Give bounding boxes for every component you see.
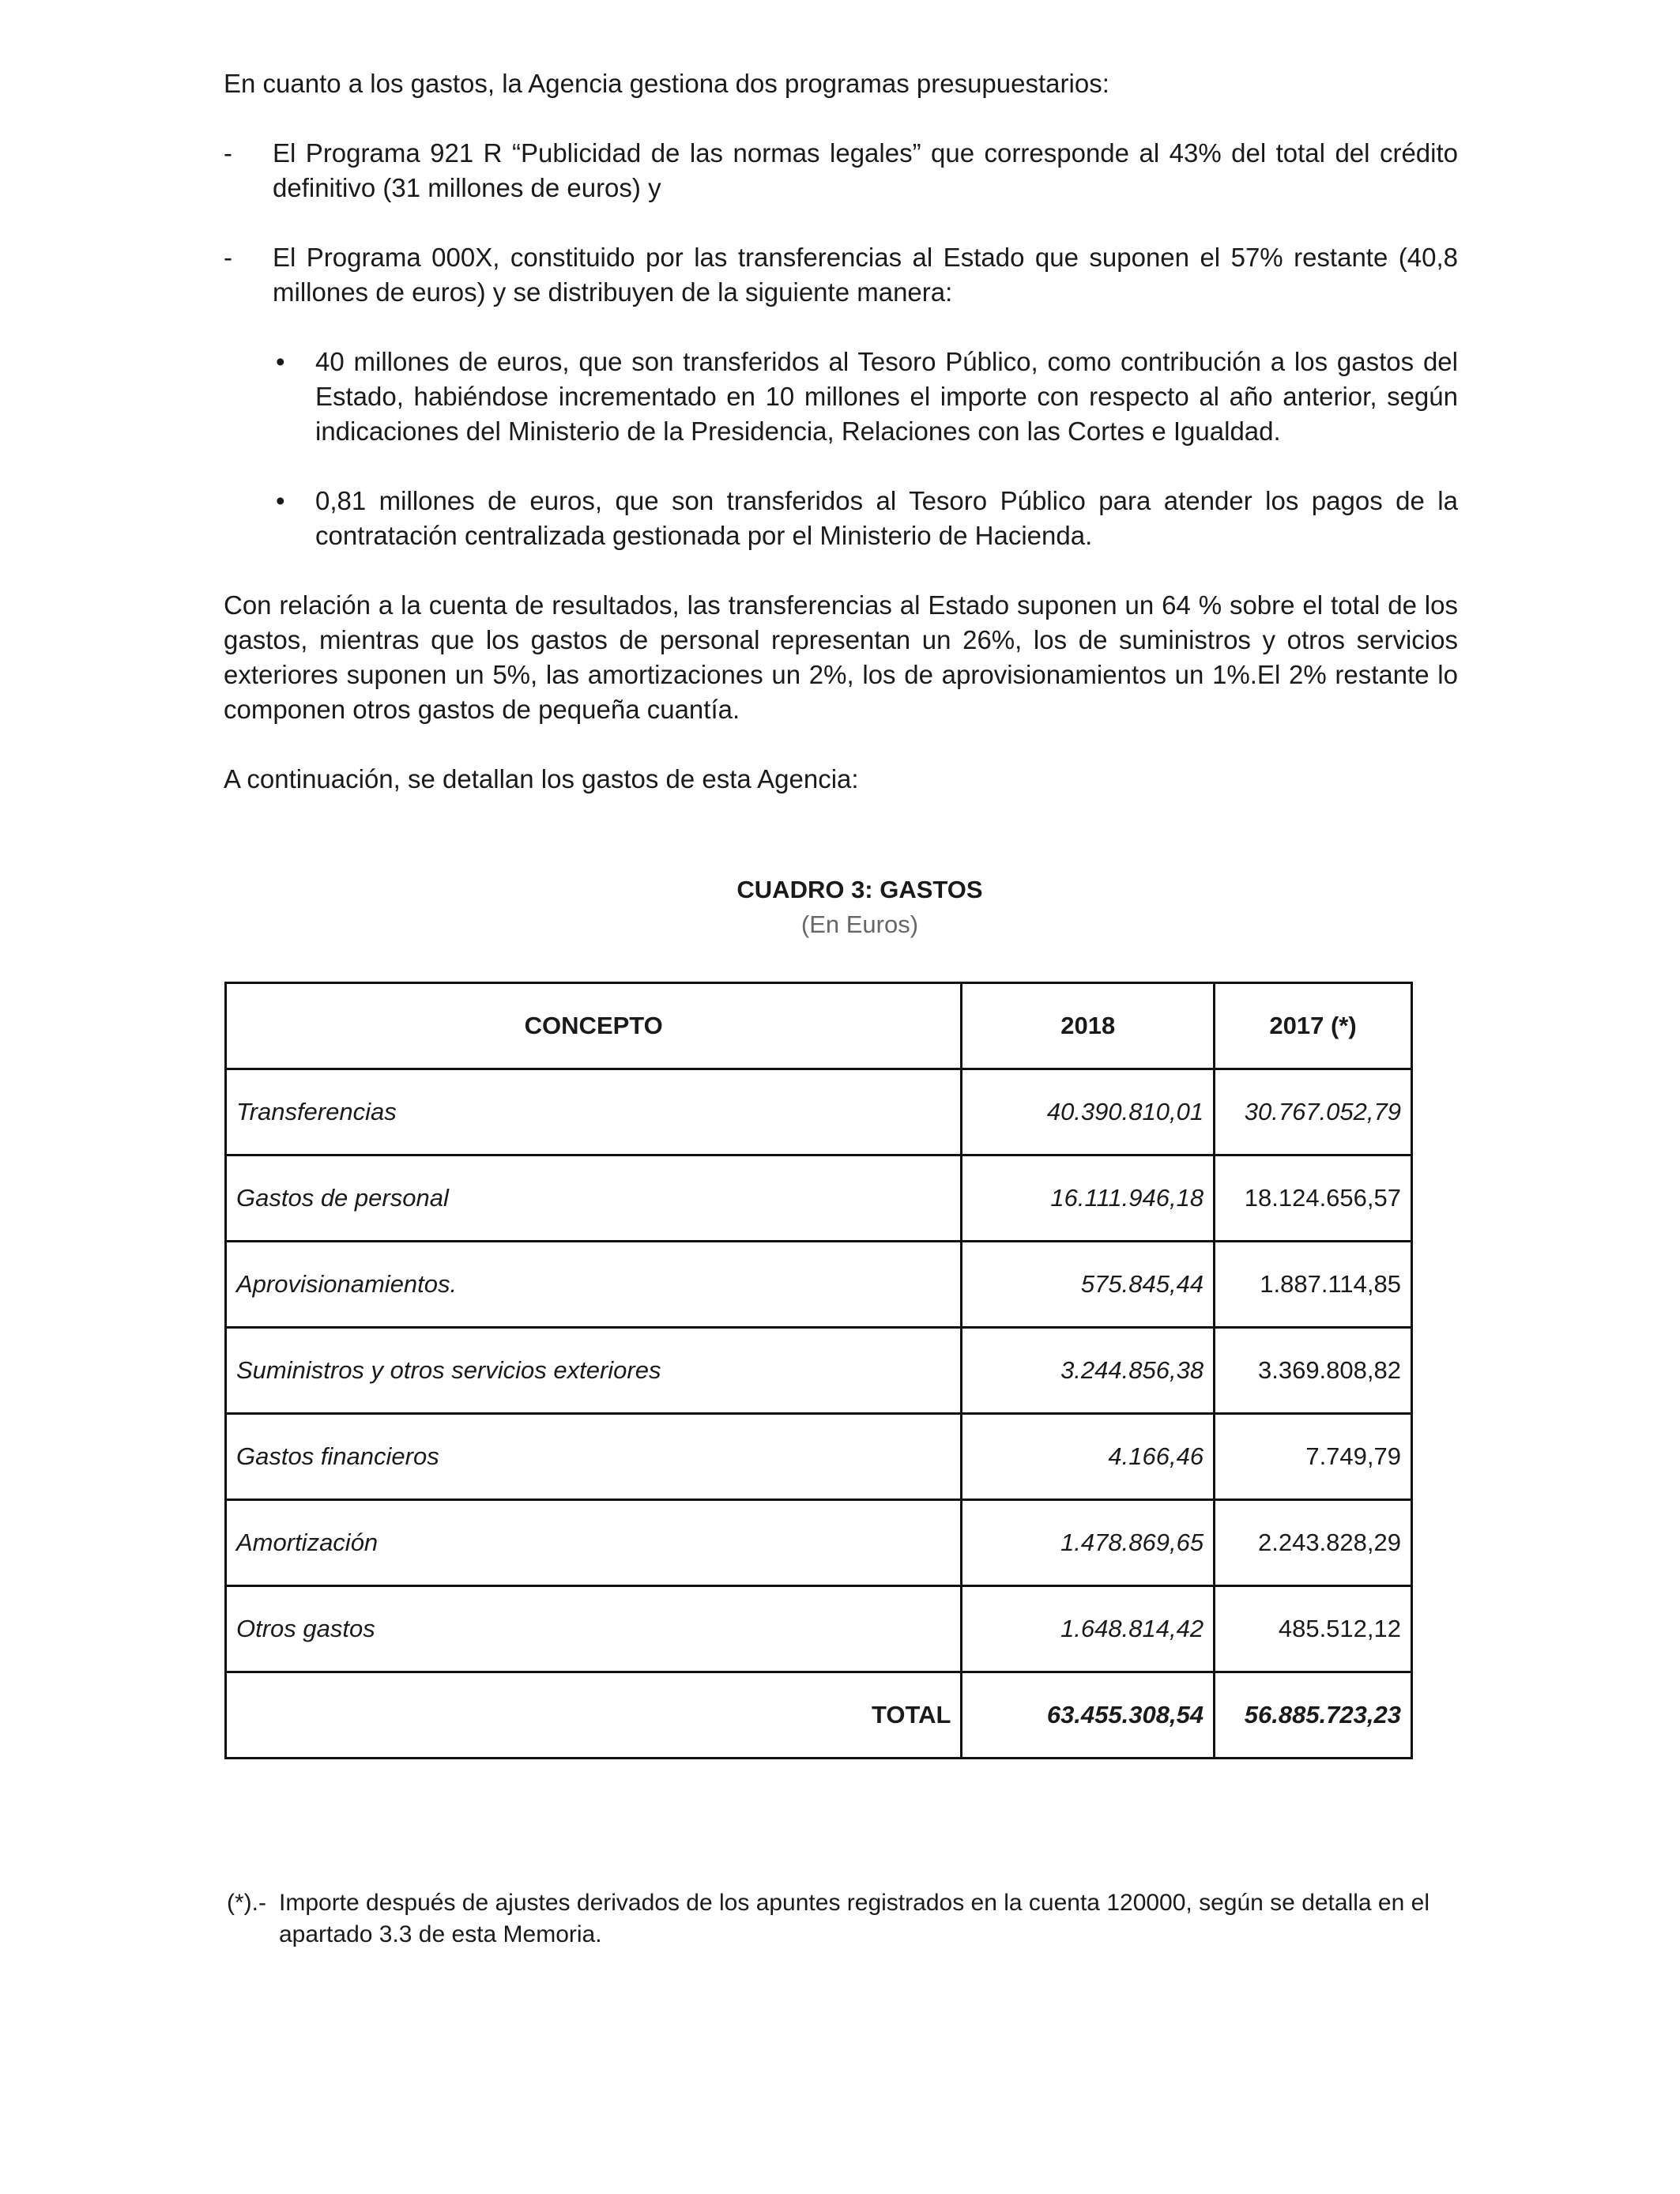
column-header-concepto: CONCEPTO	[226, 983, 962, 1069]
value-2018-cell: 3.244.856,38	[962, 1328, 1215, 1414]
value-2018-cell: 1.478.869,65	[962, 1500, 1215, 1586]
bullet-text: 40 millones de euros, que son transferidos al Tesoro Público, como contribución a los gastos del Estado, habiéndose incrementado en 10 millones el importe con respecto al año anterior, según indicaciones del Ministerio de la Presidencia, Relaciones con las Cortes e Igualdad.	[315, 347, 1458, 446]
table-row	[226, 1586, 1412, 1672]
table-title: CUADRO 3: GASTOS	[736, 876, 983, 903]
detail-intro-paragraph: A continuación, se detallan los gastos de esta Agencia:	[224, 764, 859, 794]
value-2017-cell: 485.512,12	[1215, 1586, 1412, 1672]
table-row	[226, 1500, 1412, 1586]
value-2018-cell: 16.111.946,18	[962, 1155, 1215, 1242]
program-item	[224, 240, 1458, 310]
table-row	[226, 1414, 1412, 1500]
value-2017-cell: 30.767.052,79	[1215, 1069, 1412, 1155]
bullet-marker: •	[276, 347, 285, 376]
table-total-row	[226, 1672, 1412, 1759]
concept-cell: Amortización	[226, 1500, 962, 1586]
column-header-2017: 2017 (*)	[1215, 983, 1412, 1069]
table-row	[226, 1155, 1412, 1242]
dash-marker: -	[224, 138, 232, 168]
concept-cell: Aprovisionamientos.	[226, 1242, 962, 1328]
value-2017-cell: 7.749,79	[1215, 1414, 1412, 1500]
program-text: El Programa 000X, constituido por las transferencias al Estado que suponen el 57% restante (40,8 millones de euros) y se distribuyen de la siguiente manera:	[273, 243, 1458, 307]
table-subtitle: (En Euros)	[800, 910, 919, 938]
value-2017-cell: 18.124.656,57	[1215, 1155, 1412, 1242]
value-2018-cell: 4.166,46	[962, 1414, 1215, 1500]
value-2018-cell: 575.845,44	[962, 1242, 1215, 1328]
column-header-2018: 2018	[962, 983, 1215, 1069]
bullet-marker: •	[276, 486, 285, 515]
table-row	[226, 1069, 1412, 1155]
concept-cell: Otros gastos	[226, 1586, 962, 1672]
value-2017-cell: 2.243.828,29	[1215, 1500, 1412, 1586]
bullet-item	[273, 345, 1458, 449]
intro-paragraph: En cuanto a los gastos, la Agencia gestiona dos programas presupuestarios:	[224, 69, 1109, 98]
footnote-text: Importe después de ajustes derivados de los apuntes registrados en la cuenta 120000, según se detalla en el apartado 3.3 de esta Memoria.	[279, 1890, 1430, 1947]
value-2018-cell: 40.390.810,01	[962, 1069, 1215, 1155]
value-2017-cell: 3.369.808,82	[1215, 1328, 1412, 1414]
concept-cell: Gastos de personal	[226, 1155, 962, 1242]
footnote-marker: (*).-	[227, 1890, 266, 1916]
table-header-row	[226, 983, 1412, 1069]
program-text: El Programa 921 R “Publicidad de las normas legales” que corresponde al 43% del total del crédito definitivo (31 millones de euros) y	[273, 138, 1458, 202]
concept-cell: Transferencias	[226, 1069, 962, 1155]
value-2018-cell: 1.648.814,42	[962, 1586, 1215, 1672]
program-item	[224, 136, 1458, 205]
results-paragraph: Con relación a la cuenta de resultados, las transferencias al Estado suponen un 64 % sobre el total de los gastos, mientras que los gastos de personal representan un 26%, los de suministros y otros servicios exteriores suponen un 5%, las amortizaciones un 2%, los de aprovisionamientos un 1%.El 2% restante lo componen otros gastos de pequeña cuantía.	[224, 590, 1458, 724]
total-label-cell: TOTAL	[226, 1672, 962, 1759]
concept-cell: Gastos financieros	[226, 1414, 962, 1500]
bullet-text: 0,81 millones de euros, que son transferidos al Tesoro Público para atender los pagos de la contratación centralizada gestionada por el Ministerio de Hacienda.	[315, 486, 1458, 550]
footnote	[227, 1887, 1499, 1951]
concept-cell: Suministros y otros servicios exteriores	[226, 1328, 962, 1414]
value-2017-cell: 1.887.114,85	[1215, 1242, 1412, 1328]
bullet-item	[273, 484, 1458, 553]
table-row	[226, 1242, 1412, 1328]
total-2018-cell: 63.455.308,54	[962, 1672, 1215, 1759]
total-2017-cell: 56.885.723,23	[1215, 1672, 1412, 1759]
table-row	[226, 1328, 1412, 1414]
expenses-table	[224, 982, 1413, 1759]
dash-marker: -	[224, 243, 232, 272]
